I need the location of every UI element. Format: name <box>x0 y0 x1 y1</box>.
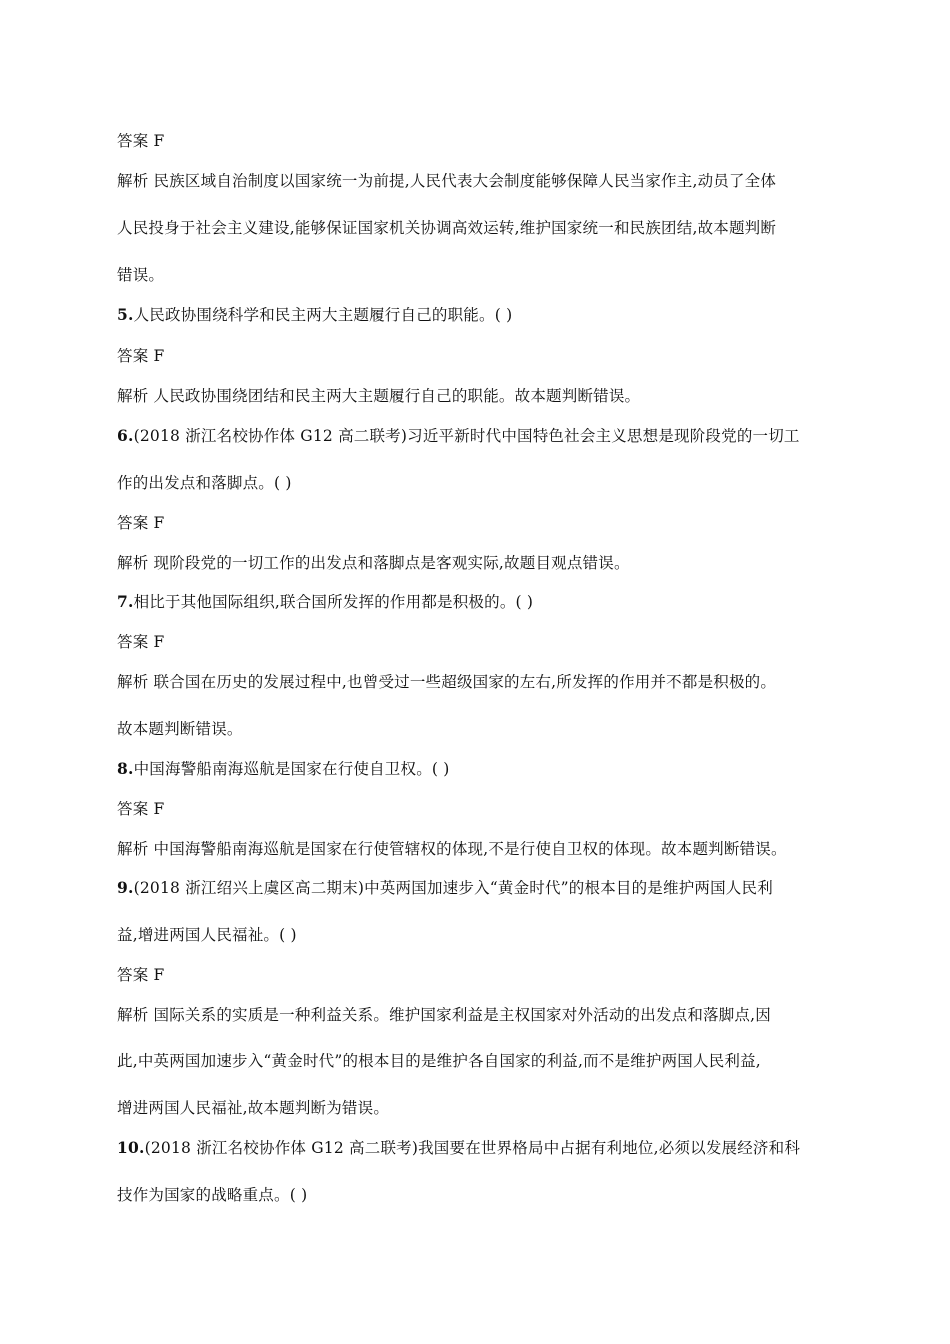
explanation-line: 解析 现阶段党的一切工作的出发点和落脚点是客观实际,故题目观点错误。 <box>117 554 630 572</box>
explanation-line: 解析 人民政协围绕团结和民主两大主题履行自己的职能。故本题判断错误。 <box>117 387 641 405</box>
explanation-line: 人民投身于社会主义建设,能够保证国家机关协调高效运转,维护国家统一和民族团结,故本题判断 <box>117 219 777 237</box>
explanation-line: 解析 民族区域自治制度以国家统一为前提,人民代表大会制度能够保障人民当家作主,动员了全体 <box>117 172 777 190</box>
question-text: (2018 浙江绍兴上虞区高二期末)中英两国加速步入“黄金时代”的根本目的是维护两国人民利 <box>133 879 773 897</box>
question-text: 人民政协围绕科学和民主两大主题履行自己的职能。( ) <box>133 306 513 324</box>
question-9 <box>117 878 773 898</box>
explanation-line: 此,中英两国加速步入“黄金时代”的根本目的是维护各自国家的利益,而不是维护两国人民利益, <box>117 1052 761 1070</box>
explanation-line: 解析 国际关系的实质是一种利益关系。维护国家利益是主权国家对外活动的出发点和落脚点,因 <box>117 1006 771 1024</box>
question-10 <box>117 1138 800 1158</box>
explanation-line: 增进两国人民福祉,故本题判断为错误。 <box>117 1099 390 1117</box>
question-text: 益,增进两国人民福祉。( ) <box>117 926 297 944</box>
question-text: (2018 浙江名校协作体 G12 高二联考)我国要在世界格局中占据有利地位,必须以发展经济和科 <box>144 1139 801 1157</box>
question-text: (2018 浙江名校协作体 G12 高二联考)习近平新时代中国特色社会主义思想是现阶段党的一切工 <box>133 427 800 445</box>
question-6 <box>117 426 800 446</box>
question-7 <box>117 592 533 612</box>
question-number: 5. <box>117 305 134 324</box>
answer-label: 答案 F <box>117 633 165 651</box>
question-number: 8. <box>117 759 134 778</box>
question-number: 10. <box>117 1138 145 1157</box>
question-5 <box>117 305 512 325</box>
explanation-line: 故本题判断错误。 <box>117 720 243 738</box>
answer-label: 答案 F <box>117 966 165 984</box>
question-number: 6. <box>117 426 134 445</box>
answer-label: 答案 F <box>117 800 165 818</box>
question-8 <box>117 759 450 779</box>
answer-label: 答案 F <box>117 514 165 532</box>
question-text: 技作为国家的战略重点。( ) <box>117 1186 308 1204</box>
question-text: 作的出发点和落脚点。( ) <box>117 474 292 492</box>
explanation-line: 解析 中国海警船南海巡航是国家在行使管辖权的体现,不是行使自卫权的体现。故本题判断错误。 <box>117 840 787 858</box>
question-number: 7. <box>117 592 134 611</box>
explanation-line: 错误。 <box>117 266 165 284</box>
explanation-line: 解析 联合国在历史的发展过程中,也曾受过一些超级国家的左右,所发挥的作用并不都是积极的。 <box>117 673 777 691</box>
answer-label: 答案 F <box>117 132 165 150</box>
question-text: 相比于其他国际组织,联合国所发挥的作用都是积极的。( ) <box>133 593 534 611</box>
question-number: 9. <box>117 878 134 897</box>
answer-label: 答案 F <box>117 347 165 365</box>
question-text: 中国海警船南海巡航是国家在行使自卫权。( ) <box>133 760 450 778</box>
